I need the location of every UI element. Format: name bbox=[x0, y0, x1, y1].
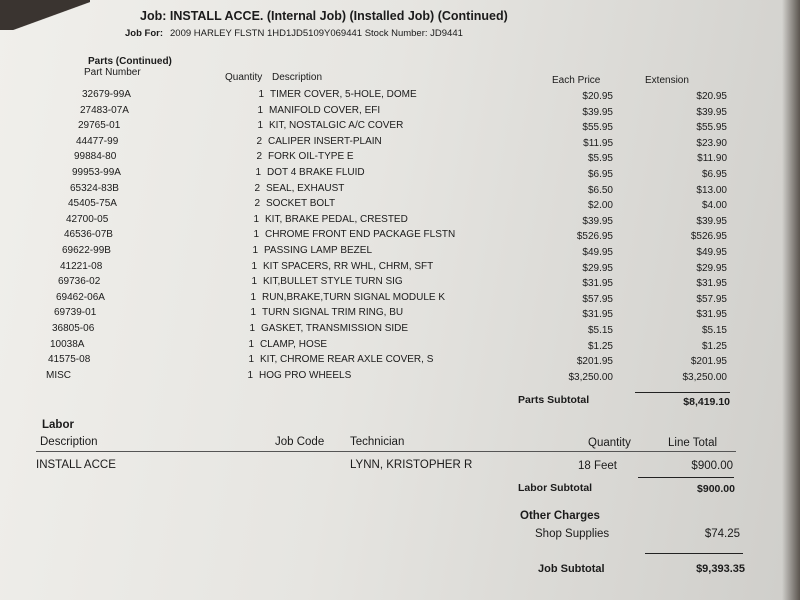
labor-subtotal-rule bbox=[638, 477, 734, 478]
row-part-number: 41221-08 bbox=[60, 261, 103, 272]
row-extension: $31.95 bbox=[696, 278, 727, 289]
row-extension: $4.00 bbox=[701, 200, 727, 211]
row-description: KIT, NOSTALGIC A/C COVER bbox=[269, 120, 404, 131]
row-extension: $39.95 bbox=[696, 216, 727, 227]
row-quantity: 1 bbox=[253, 214, 259, 225]
row-description: SEAL, EXHAUST bbox=[266, 183, 345, 194]
page-edge-shadow bbox=[782, 0, 800, 600]
parts-subtotal-value: $8,419.10 bbox=[683, 396, 730, 408]
row-extension: $13.00 bbox=[696, 185, 727, 196]
row-each-price: $5.95 bbox=[587, 153, 613, 164]
row-extension: $20.95 bbox=[696, 91, 727, 102]
col-part-number: Part Number bbox=[84, 67, 141, 78]
row-each-price: $39.95 bbox=[582, 107, 613, 118]
row-description: PASSING LAMP BEZEL bbox=[264, 245, 373, 256]
background-corner bbox=[0, 0, 90, 30]
row-part-number: 69736-02 bbox=[58, 276, 101, 287]
job-subtotal-value: $9,393.35 bbox=[696, 563, 745, 575]
row-quantity: 1 bbox=[247, 370, 253, 381]
row-part-number: 69739-01 bbox=[54, 307, 97, 318]
shop-supplies-label: Shop Supplies bbox=[535, 528, 610, 540]
row-each-price: $5.15 bbox=[587, 325, 613, 336]
labor-row-quantity: 18 Feet bbox=[578, 460, 617, 472]
row-part-number: 32679-99A bbox=[82, 89, 131, 100]
row-extension: $3,250.00 bbox=[682, 372, 727, 383]
row-each-price: $11.95 bbox=[583, 138, 613, 149]
labor-subtotal-label: Labor Subtotal bbox=[518, 482, 593, 494]
row-quantity: 1 bbox=[248, 354, 254, 365]
row-description: KIT, BRAKE PEDAL, CRESTED bbox=[265, 214, 408, 225]
row-extension: $23.90 bbox=[696, 138, 727, 149]
row-quantity: 1 bbox=[251, 276, 257, 287]
row-part-number: 29765-01 bbox=[78, 120, 121, 131]
row-extension: $1.25 bbox=[701, 341, 727, 352]
row-each-price: $6.95 bbox=[587, 169, 613, 180]
row-quantity: 2 bbox=[254, 183, 260, 194]
row-description: KIT, CHROME REAR AXLE COVER, S bbox=[260, 354, 434, 365]
row-quantity: 1 bbox=[248, 339, 254, 350]
row-extension: $57.95 bbox=[696, 294, 727, 305]
labor-col-quantity: Quantity bbox=[588, 437, 631, 449]
row-part-number: 44477-99 bbox=[76, 136, 119, 147]
job-for-label: Job For: bbox=[125, 28, 163, 39]
row-each-price: $29.95 bbox=[582, 263, 613, 274]
row-quantity: 2 bbox=[254, 198, 260, 209]
row-extension: $11.90 bbox=[697, 153, 727, 164]
row-description: TURN SIGNAL TRIM RING, BU bbox=[262, 307, 404, 318]
row-extension: $49.95 bbox=[696, 247, 727, 258]
row-each-price: $526.95 bbox=[576, 231, 613, 242]
row-description: SOCKET BOLT bbox=[266, 198, 336, 209]
labor-header-rule bbox=[36, 451, 736, 452]
col-each-price: Each Price bbox=[552, 75, 601, 86]
row-part-number: 36805-06 bbox=[52, 323, 95, 334]
row-part-number: 69622-99B bbox=[62, 245, 111, 256]
row-description: GASKET, TRANSMISSION SIDE bbox=[261, 323, 409, 334]
row-each-price: $57.95 bbox=[582, 294, 613, 305]
row-description: TIMER COVER, 5-HOLE, DOME bbox=[270, 89, 417, 100]
other-charges-title: Other Charges bbox=[520, 510, 600, 522]
row-part-number: 99953-99A bbox=[72, 167, 121, 178]
labor-col-line-total: Line Total bbox=[668, 437, 718, 449]
job-for-value: 2009 HARLEY FLSTN 1HD1JD5109Y069441 Stock Number: JD9441 bbox=[170, 28, 463, 39]
row-description: RUN,BRAKE,TURN SIGNAL MODULE K bbox=[262, 292, 445, 303]
labor-col-technician: Technician bbox=[350, 436, 405, 448]
row-each-price: $6.50 bbox=[587, 185, 613, 196]
labor-row-line-total: $900.00 bbox=[691, 460, 733, 472]
row-description: CLAMP, HOSE bbox=[260, 339, 328, 350]
row-each-price: $201.95 bbox=[576, 356, 613, 367]
row-extension: $29.95 bbox=[696, 263, 727, 274]
row-extension: $5.15 bbox=[701, 325, 727, 336]
row-description: KIT SPACERS, RR WHL, CHRM, SFT bbox=[263, 261, 434, 272]
col-description: Description bbox=[272, 72, 323, 83]
row-quantity: 1 bbox=[257, 105, 263, 116]
row-description: FORK OIL-TYPE E bbox=[268, 151, 354, 162]
row-extension: $39.95 bbox=[696, 107, 727, 118]
row-description: KIT,BULLET STYLE TURN SIG bbox=[263, 276, 403, 287]
row-description: CHROME FRONT END PACKAGE FLSTN bbox=[265, 229, 456, 240]
row-quantity: 1 bbox=[258, 89, 264, 100]
parts-subtotal-label: Parts Subtotal bbox=[518, 394, 590, 406]
row-quantity: 2 bbox=[256, 136, 262, 147]
job-subtotal-rule bbox=[645, 553, 743, 554]
row-each-price: $31.95 bbox=[582, 278, 613, 289]
labor-col-description: Description bbox=[40, 436, 98, 448]
row-quantity: 1 bbox=[252, 245, 258, 256]
row-part-number: MISC bbox=[46, 370, 71, 381]
row-quantity: 1 bbox=[257, 120, 263, 131]
row-extension: $55.95 bbox=[696, 122, 727, 133]
row-part-number: 10038A bbox=[50, 339, 85, 350]
row-description: HOG PRO WHEELS bbox=[259, 370, 352, 381]
row-quantity: 1 bbox=[249, 323, 255, 334]
row-each-price: $20.95 bbox=[582, 91, 613, 102]
row-part-number: 45405-75A bbox=[68, 198, 117, 209]
row-description: MANIFOLD COVER, EFI bbox=[269, 105, 381, 116]
job-title: Job: INSTALL ACCE. (Internal Job) (Installed Job) (Continued) bbox=[140, 9, 508, 23]
row-quantity: 1 bbox=[251, 261, 257, 272]
row-quantity: 1 bbox=[253, 229, 259, 240]
labor-row-description: INSTALL ACCE bbox=[36, 459, 116, 471]
row-quantity: 1 bbox=[250, 292, 256, 303]
row-each-price: $55.95 bbox=[582, 122, 613, 133]
row-description: DOT 4 BRAKE FLUID bbox=[267, 167, 365, 178]
row-part-number: 46536-07B bbox=[64, 229, 113, 240]
parts-section-title: Parts (Continued) bbox=[88, 56, 172, 67]
labor-col-job-code: Job Code bbox=[275, 436, 325, 448]
row-extension: $6.95 bbox=[701, 169, 727, 180]
row-each-price: $31.95 bbox=[582, 309, 613, 320]
row-quantity: 1 bbox=[250, 307, 256, 318]
row-each-price: $1.25 bbox=[587, 341, 613, 352]
col-extension: Extension bbox=[645, 75, 689, 86]
row-part-number: 27483-07A bbox=[80, 105, 129, 116]
row-part-number: 99884-80 bbox=[74, 151, 117, 162]
row-part-number: 69462-06A bbox=[56, 292, 105, 303]
shop-supplies-value: $74.25 bbox=[704, 528, 740, 540]
row-part-number: 42700-05 bbox=[66, 214, 109, 225]
row-part-number: 65324-83B bbox=[70, 183, 119, 194]
labor-section-title: Labor bbox=[42, 419, 74, 431]
row-extension: $31.95 bbox=[696, 309, 727, 320]
parts-subtotal-rule bbox=[635, 392, 730, 393]
col-quantity: Quantity bbox=[225, 72, 263, 83]
row-each-price: $2.00 bbox=[587, 200, 613, 211]
row-description: CALIPER INSERT-PLAIN bbox=[268, 136, 382, 147]
row-quantity: 2 bbox=[256, 151, 262, 162]
row-each-price: $3,250.00 bbox=[568, 372, 613, 383]
labor-subtotal-value: $900.00 bbox=[697, 483, 735, 495]
row-extension: $526.95 bbox=[690, 231, 727, 242]
row-each-price: $49.95 bbox=[582, 247, 613, 258]
row-each-price: $39.95 bbox=[582, 216, 613, 227]
row-part-number: 41575-08 bbox=[48, 354, 91, 365]
row-quantity: 1 bbox=[255, 167, 261, 178]
row-extension: $201.95 bbox=[690, 356, 727, 367]
labor-row-technician: LYNN, KRISTOPHER R bbox=[350, 459, 473, 471]
job-subtotal-label: Job Subtotal bbox=[538, 563, 605, 575]
